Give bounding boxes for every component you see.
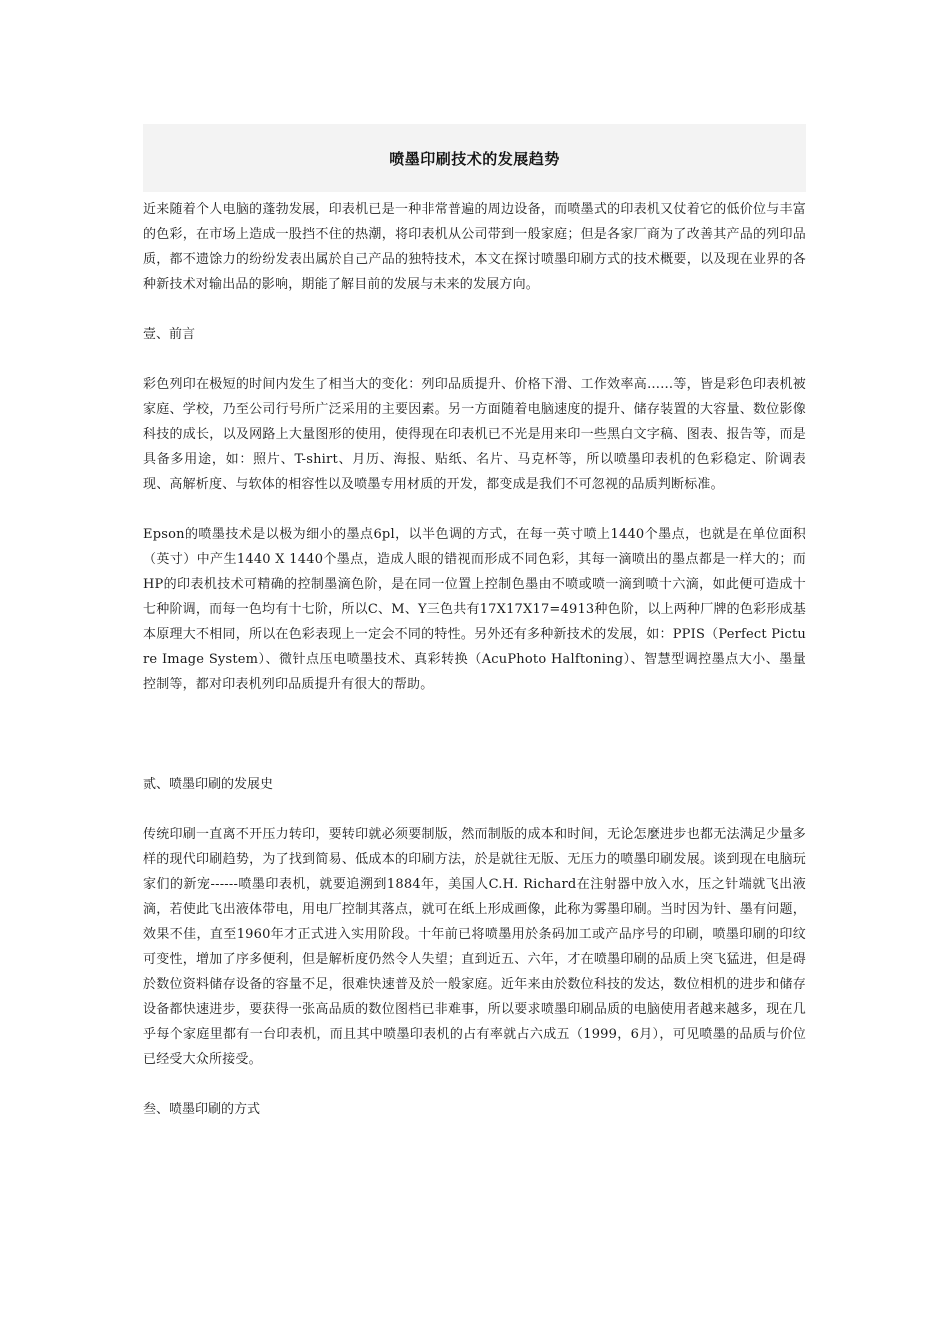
section-heading-1: 壹、前言 bbox=[143, 327, 196, 342]
section-heading-2: 贰、喷墨印刷的发展史 bbox=[143, 777, 274, 792]
document-title: 喷墨印刷技术的发展趋势 bbox=[389, 149, 560, 168]
section1-paragraph-2: Epson的喷墨技术是以极为细小的墨点6pl，以半色调的方式，在每一英寸喷上1440个墨点，也就是在单位面积（英寸）中产生1440 X 1440个墨点，造成人眼的错视而形成不同色彩，其每一滴喷出的墨点都是一样大的；而HP的印表机技术可精确的控制墨滴色阶，是在同一位置上控制色墨由不喷或喷一滴到喷十六滴，如此便可造成十七种阶调，而每一色均有十七阶，所以C、M、Y三色共有17X17X17=4913种色阶，以上两种厂牌的色彩形成基本原理大不相同，所以在色彩表现上一定会不同的特性。另外还有多种新技术的发展，如：PPIS（Perfect Picture Image System）、微针点压电喷墨技术、真彩转换（AcuPhoto Halftoning）、智慧型调控墨点大小、墨量控制等，都对印表机列印品质提升有很大的帮助。 bbox=[143, 527, 806, 692]
title-banner bbox=[143, 124, 806, 192]
section-heading-3: 叁、喷墨印刷的方式 bbox=[143, 1102, 261, 1117]
intro-paragraph: 近来随着个人电脑的蓬勃发展，印表机已是一种非常普遍的周边设备，而喷墨式的印表机又仗着它的低价位与丰富的色彩，在市场上造成一股挡不住的热潮，将印表机从公司带到一般家庭；但是各家厂商为了改善其产品的列印品质，都不遗馀力的纷纷发表出属於自己产品的独特技术，本文在探讨喷墨印刷方式的技术概要，以及现在业界的各种新技术对输出品的影响，期能了解目前的发展与未来的发展方向。 bbox=[143, 202, 806, 292]
section2-paragraph-1: 传统印刷一直离不开压力转印，要转印就必须要制版，然而制版的成本和时间，无论怎麼进步也都无法满足少量多样的现代印刷趋势，为了找到简易、低成本的印刷方法，於是就往无版、无压力的喷墨印刷发展。谈到现在电脑玩家们的新宠------喷墨印表机，就要追溯到1884年，美国人C.H. Richard在注射器中放入水，压之针端就飞出液滴，若使此飞出液体带电，用电厂控制其落点，就可在纸上形成画像，此称为雾墨印刷。当时因为针、墨有问题，效果不佳，直至1960年才正式进入实用阶段。十年前已将喷墨用於条码加工或产品序号的印刷，喷墨印刷的印纹可变性，增加了序多便利，但是解析度仍然令人失望；直到近五、六年，才在喷墨印刷的品质上突飞猛进，但是碍於数位资料储存设备的容量不足，很难快速普及於一般家庭。近年来由於数位科技的发达，数位相机的进步和储存设备都快速进步，要获得一张高品质的数位图档已非难事，所以要求喷墨印刷品质的电脑使用者越来越多，现在几乎每个家庭里都有一台印表机，而且其中喷墨印表机的占有率就占六成五（1999，6月），可见喷墨的品质与价位已经受大众所接受。 bbox=[143, 827, 806, 1067]
section1-paragraph-1: 彩色列印在极短的时间内发生了相当大的变化：列印品质提升、价格下滑、工作效率高……等，皆是彩色印表机被家庭、学校，乃至公司行号所广泛采用的主要因素。另一方面随着电脑速度的提升、储存装置的大容量、数位影像科技的成长，以及网路上大量图形的使用，使得现在印表机已不光是用来印一些黑白文字稿、图表、报告等，而是具备多用途，如：照片、T-shirt、月历、海报、贴纸、名片、马克杯等，所以喷墨印表机的色彩稳定、阶调表现、高解析度、与软体的相容性以及喷墨专用材质的开发，都变成是我们不可忽视的品质判断标准。 bbox=[143, 377, 806, 492]
document-page bbox=[143, 124, 806, 1122]
